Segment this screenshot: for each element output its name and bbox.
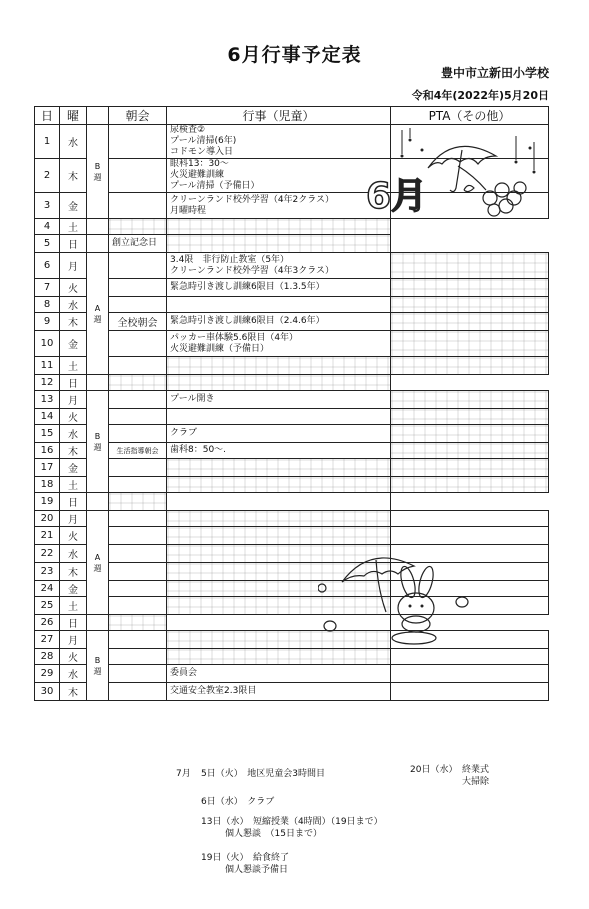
day-number: 2 xyxy=(35,159,60,193)
weekday: 木 xyxy=(60,563,87,581)
assembly-cell xyxy=(109,477,167,493)
weekday: 火 xyxy=(60,527,87,545)
assembly-cell xyxy=(109,159,167,193)
pta-cell xyxy=(391,443,549,459)
events-cell xyxy=(167,511,391,527)
weekday: 日 xyxy=(60,493,87,511)
day-number: 24 xyxy=(35,581,60,597)
pta-cell xyxy=(391,425,549,443)
header-day: 日 xyxy=(35,107,60,125)
pta-cell xyxy=(391,391,549,409)
assembly-cell xyxy=(87,375,109,391)
event-text: 尿検査② xyxy=(170,125,206,135)
pta-cell xyxy=(167,493,391,511)
page-title: 6月行事予定表 xyxy=(227,44,362,66)
events-cell xyxy=(109,615,167,631)
assembly-cell xyxy=(109,597,167,615)
weekday: 金 xyxy=(60,193,87,219)
assembly-cell xyxy=(109,545,167,563)
events-cell xyxy=(167,357,391,375)
pta-cell xyxy=(391,459,549,477)
pta-cell xyxy=(391,357,549,375)
event-text: 火災避難訓練（予備日） xyxy=(170,343,270,354)
events-cell xyxy=(167,125,391,159)
weekday: 土 xyxy=(60,219,87,235)
events-cell xyxy=(109,219,167,235)
assembly-cell xyxy=(109,297,167,313)
table-row xyxy=(35,357,549,375)
footer-july-5: 5日（火） 地区児童会3時間目 xyxy=(201,769,325,779)
footer-july-20-b: 大掃除 xyxy=(462,777,490,787)
day-number: 5 xyxy=(35,235,60,253)
events-cell xyxy=(167,391,391,409)
pta-cell xyxy=(167,219,391,235)
event-text: プール清掃(6年) xyxy=(170,136,237,146)
table-row xyxy=(35,391,549,409)
event-text: パッカー車体験5.6限目（4年） xyxy=(170,332,299,343)
table-row xyxy=(35,297,549,313)
weekday: 日 xyxy=(60,615,87,631)
events-cell xyxy=(109,235,167,253)
weekday: 金 xyxy=(60,581,87,597)
assembly-cell xyxy=(109,125,167,159)
rabbit-umbrella-illustration xyxy=(318,542,474,654)
weekday: 火 xyxy=(60,409,87,425)
event-text: 交通安全教室2.3限目 xyxy=(170,686,257,696)
weekday: 水 xyxy=(60,125,87,159)
assembly-cell: 全校朝会 xyxy=(109,313,167,331)
day-number: 20 xyxy=(35,511,60,527)
event-text: 緊急時引き渡し訓練6限目（1.3.5年） xyxy=(170,282,325,292)
events-cell xyxy=(109,375,167,391)
day-number: 18 xyxy=(35,477,60,493)
weekday: 土 xyxy=(60,357,87,375)
events-cell xyxy=(167,159,391,193)
events-cell xyxy=(167,253,391,279)
pta-cell xyxy=(391,409,549,425)
assembly-cell xyxy=(87,615,109,631)
assembly-cell xyxy=(109,683,167,701)
events-cell xyxy=(109,493,167,511)
events-cell xyxy=(167,443,391,459)
event-text: クラブ xyxy=(170,428,198,438)
footer-july-13-b: 個人懇談 （15日まで） xyxy=(225,829,322,839)
pta-cell xyxy=(391,253,549,279)
weekday: 金 xyxy=(60,459,87,477)
event-text: 3.4限 非行防止教室（5年） xyxy=(170,254,290,265)
day-number: 10 xyxy=(35,331,60,357)
day-number: 6 xyxy=(35,253,60,279)
footer-july-19-a: 19日（火） 給食終了 xyxy=(201,853,289,863)
event-text: 委員会 xyxy=(170,668,198,678)
issue-date: 令和4年(2022年)5月20日 xyxy=(411,89,549,102)
event-text: 歯科8：50～. xyxy=(170,445,227,455)
assembly-cell xyxy=(109,391,167,409)
event-text: 火災避難訓練 xyxy=(170,170,225,180)
assembly-cell xyxy=(109,649,167,665)
events-cell xyxy=(167,665,391,683)
weekday: 月 xyxy=(60,631,87,649)
header-pta: PTA（その他） xyxy=(391,107,549,125)
weekday: 水 xyxy=(60,425,87,443)
weekday: 木 xyxy=(60,159,87,193)
weekday: 水 xyxy=(60,545,87,563)
events-cell xyxy=(167,313,391,331)
weekday: 水 xyxy=(60,665,87,683)
pta-cell xyxy=(391,477,549,493)
table-row xyxy=(35,253,549,279)
day-number: 9 xyxy=(35,313,60,331)
assembly-cell xyxy=(109,631,167,649)
weekday: 火 xyxy=(60,649,87,665)
school-name: 豊中市立新田小学校 xyxy=(440,66,549,80)
day-number: 21 xyxy=(35,527,60,545)
event-text: プール開き xyxy=(170,394,215,404)
table-row xyxy=(35,443,549,459)
week-label: B 週 xyxy=(87,631,109,701)
day-number: 25 xyxy=(35,597,60,615)
weekday: 木 xyxy=(60,443,87,459)
events-cell xyxy=(167,409,391,425)
day-number: 16 xyxy=(35,443,60,459)
events-cell xyxy=(167,683,391,701)
day-number: 1 xyxy=(35,125,60,159)
pta-cell xyxy=(167,375,391,391)
table-row xyxy=(35,313,549,331)
weekday: 土 xyxy=(60,597,87,615)
day-number: 8 xyxy=(35,297,60,313)
pta-cell xyxy=(167,235,391,253)
week-label: A 週 xyxy=(87,253,109,375)
day-number: 7 xyxy=(35,279,60,297)
footer-july-19-b: 個人懇談予備日 xyxy=(225,865,289,875)
day-number: 14 xyxy=(35,409,60,425)
day-number: 4 xyxy=(35,219,60,235)
assembly-cell xyxy=(109,409,167,425)
event-text: 眼科13：30～ xyxy=(170,159,229,169)
events-cell xyxy=(167,279,391,297)
day-number: 28 xyxy=(35,649,60,665)
assembly-cell xyxy=(87,493,109,511)
assembly-cell xyxy=(109,193,167,219)
assembly-cell xyxy=(87,219,109,235)
day-number: 12 xyxy=(35,375,60,391)
event-text: 月曜時程 xyxy=(170,205,207,216)
events-cell xyxy=(167,477,391,493)
footer-july-month: 7月 xyxy=(176,769,191,779)
header-weekday: 曜 xyxy=(60,107,87,125)
weekday: 金 xyxy=(60,331,87,357)
month-decoration: 6月 xyxy=(366,176,428,217)
weekday: 木 xyxy=(60,313,87,331)
week-label: B 週 xyxy=(87,391,109,493)
pta-cell xyxy=(391,665,549,683)
weekday: 火 xyxy=(60,279,87,297)
table-row xyxy=(35,665,549,683)
assembly-cell xyxy=(87,235,109,253)
assembly-cell xyxy=(109,459,167,477)
weekday: 木 xyxy=(60,683,87,701)
table-row xyxy=(35,409,549,425)
assembly-cell: 生活指導朝会 xyxy=(109,443,167,459)
weekday: 月 xyxy=(60,391,87,409)
table-row xyxy=(35,279,549,297)
week-label: A 週 xyxy=(87,511,109,615)
day-number: 19 xyxy=(35,493,60,511)
day-number: 13 xyxy=(35,391,60,409)
table-row xyxy=(35,425,549,443)
header-week xyxy=(87,107,109,125)
day-number: 15 xyxy=(35,425,60,443)
assembly-cell xyxy=(109,563,167,581)
event-text: 創立記念日 xyxy=(112,238,158,248)
events-cell xyxy=(167,331,391,357)
event-text: クリーンランド校外学習（4年3クラス） xyxy=(170,265,335,276)
pta-cell xyxy=(391,313,549,331)
assembly-cell xyxy=(109,357,167,375)
weekday: 日 xyxy=(60,235,87,253)
day-number: 3 xyxy=(35,193,60,219)
table-row xyxy=(35,331,549,357)
pta-cell xyxy=(391,511,549,527)
table-header-row xyxy=(35,107,549,125)
header-events: 行事（児童） xyxy=(167,107,391,125)
event-text: クリーンランド校外学習（4年2クラス） xyxy=(170,194,335,205)
day-number: 23 xyxy=(35,563,60,581)
events-cell xyxy=(167,459,391,477)
week-label: B 週 xyxy=(87,125,109,219)
weekday: 土 xyxy=(60,477,87,493)
day-number: 22 xyxy=(35,545,60,563)
pta-cell xyxy=(391,279,549,297)
day-number: 30 xyxy=(35,683,60,701)
assembly-cell xyxy=(109,665,167,683)
table-row xyxy=(35,235,549,253)
weekday: 月 xyxy=(60,511,87,527)
table-row xyxy=(35,375,549,391)
assembly-cell xyxy=(109,279,167,297)
footer-july-13-a: 13日（水） 短縮授業（4時間）（19日まで） xyxy=(201,817,383,827)
day-number: 27 xyxy=(35,631,60,649)
pta-cell xyxy=(391,297,549,313)
day-number: 26 xyxy=(35,615,60,631)
weekday: 日 xyxy=(60,375,87,391)
events-cell xyxy=(167,297,391,313)
pta-cell xyxy=(391,331,549,357)
table-row xyxy=(35,459,549,477)
assembly-cell xyxy=(109,527,167,545)
day-number: 11 xyxy=(35,357,60,375)
table-row xyxy=(35,683,549,701)
events-cell xyxy=(167,425,391,443)
event-text: プール清掃（予備日） xyxy=(170,181,260,191)
weekday: 月 xyxy=(60,253,87,279)
pta-cell xyxy=(391,683,549,701)
footer-july-20-a: 20日（水） 終業式 xyxy=(410,765,489,775)
weekday: 水 xyxy=(60,297,87,313)
events-cell xyxy=(167,193,391,219)
assembly-cell xyxy=(109,253,167,279)
table-row xyxy=(35,477,549,493)
assembly-cell xyxy=(109,425,167,443)
assembly-cell xyxy=(109,511,167,527)
header-assembly: 朝会 xyxy=(109,107,167,125)
day-number: 29 xyxy=(35,665,60,683)
day-number: 17 xyxy=(35,459,60,477)
event-text: コドモン導入日 xyxy=(170,147,234,157)
table-row xyxy=(35,511,549,527)
table-row xyxy=(35,493,549,511)
assembly-cell xyxy=(109,581,167,597)
assembly-cell xyxy=(109,331,167,357)
footer-july-6: 6日（水） クラブ xyxy=(201,797,275,807)
event-text: 緊急時引き渡し訓練6限目（2.4.6年） xyxy=(170,316,325,326)
